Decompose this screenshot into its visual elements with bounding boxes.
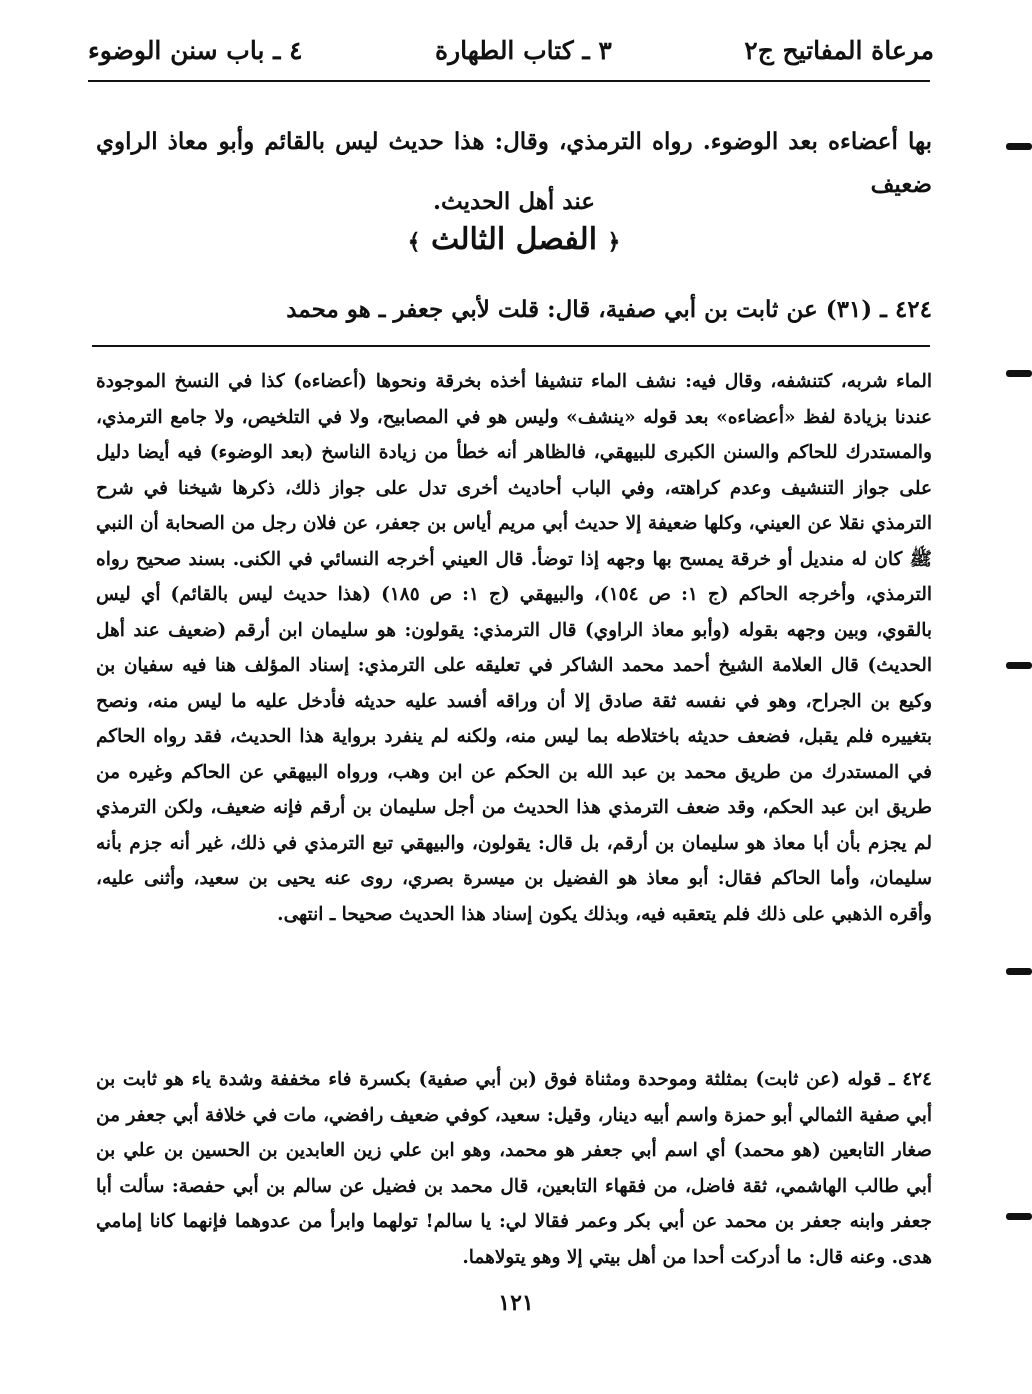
binding-mark: [1006, 968, 1032, 975]
running-header: [88, 30, 934, 70]
intro-tail: [96, 180, 932, 223]
page-number: ١٢١: [498, 1290, 534, 1316]
commentary-paragraph-2: ٤٢٤ ـ قوله (عن ثابت) بمثلثة وموحدة ومثناة فوق (بن أبي صفية) بكسرة فاء مخففة وشدة ياء هو ثابت بن أبي صفية الثمالي أبو حمزة واسم أبيه دينار، وقيل: سعيد، كوفي ضعيف رافضي، مات في خلافة أبي جعفر من صغار التابعين (هو محمد) أي اسم أبي جعفر هو محمد، وهو ابن علي زين العابدين بن الحسين بن علي بن أبي طالب الهاشمي، ثقة فاضل، من فقهاء التابعين، قال محمد بن فضيل عن سالم بن أبي حفصة: سألت أبا جعفر وابنه جعفر بن محمد عن أبي بكر وعمر فقالا لي: يا سالم! تولهما وابرأ من عدوهما فإنهما كانا إمامي هدى. وعنه قال: ما أدركت أحدا من أهل بيتي إلا وهو يتولاهما.: [96, 1069, 932, 1268]
binding-mark: [1006, 662, 1032, 669]
intro-line-2: عند أهل الحديث.: [433, 188, 595, 215]
binding-mark: [1006, 1213, 1032, 1220]
binding-mark: [1006, 370, 1032, 377]
section-heading: [96, 222, 932, 272]
header-chapter: ٣ ـ كتاب الطهارة: [435, 35, 612, 65]
intro-line: بها أعضاءه بعد الوضوء. رواه الترمذي، وقال: هذا حديث ليس بالقائم وأبو معاذ الراوي ضعيف: [96, 128, 932, 198]
header-section: ٤ ـ باب سنن الوضوء: [88, 35, 303, 65]
ornament-right: ﴿: [607, 229, 621, 255]
commentary-paragraph: الماء شربه، كتنشفه، وقال فيه: نشف الماء تنشيفا أخذه بخرقة ونحوها (أعضاءه) كذا في النسخ الموجودة عندنا بزيادة لفظ «أعضاءه» بعد قوله «ينشف» وليس هو في المصابيح، ولا في التلخيص، ولا جامع الترمذي، والمستدرك للحاكم والسنن الكبرى للبيهقي، فالظاهر أنه خطأ من زيادة الناسخ (بعد الوضوء) فيه أيضا دليل على جواز التنشيف وعدم كراهته، وفي الباب أحاديث أخرى تدل على جواز ذلك، ذكرها شيخنا في شرح الترمذي نقلا عن العيني، وكلها ضعيفة إلا حديث أبي مريم أياس بن جعفر، عن فلان رجل من الصحابة أن النبي ﷺ كان له منديل أو خرقة يمسح بها وجهه إذا توضأ. قال العيني أخرجه النسائي في الكنى. بسند صحيح رواه الترمذي، وأخرجه الحاكم (ج ١: ص ١٥٤)، والبيهقي (ج ١: ص ١٨٥) (هذا حديث ليس بالقائم) أي ليس بالقوي، وبين وجهه بقوله (وأبو معاذ الراوي) قال الترمذي: يقولون: هو سليمان ابن أرقم (ضعيف عند أهل الحديث) قال العلامة الشيخ أحمد محمد الشاكر في تعليقه على الترمذي: إسناد المؤلف هنا فيه سفيان بن وكيع بن الجراح، وهو في نفسه ثقة صادق إلا أن وراقه أفسد عليه حديثه فأدخل عليه ما ليس منه، ونصح بتغييره فلم يقبل، فضعف حديثه باختلاطه بما ليس منه، ولكنه لم ينفرد برواية هذا الحديث، فقد رواه الحاكم في المستدرك من طريق محمد بن عبد الله بن الحكم عن ابن وهب، ورواه البيهقي عن الحاكم وغيره من طريق ابن عبد الحكم، وقد ضعف الترمذي هذا الحديث من أجل سليمان بن أرقم فإنه ضعيف، ولكن الترمذي لم يجزم بأن أبا معاذ هو سليمان بن أرقم، بل قال: يقولون، والبيهقي تبع الترمذي في ذلك، غير أنه جزم بأنه سليمان، وأما الحاكم فقال: أبو معاذ هو الفضيل بن ميسرة بصري، روى عنه يحيى بن سعيد، وأثنى عليه، وأقره الذهبي على ذلك فلم يتعقبه فيه، وبذلك يكون إسناد هذا الحديث صحيحا ـ انتهى.: [96, 371, 933, 925]
section-title: الفصل الثالث: [430, 222, 598, 257]
commentary-block-2: [96, 1062, 932, 1275]
header-book-title: مرعاة المفاتيح ج٢: [744, 35, 934, 65]
hadith-text: [96, 290, 932, 330]
binding-mark: [1006, 143, 1032, 150]
ornament-left: ﴾: [407, 229, 421, 255]
header-rule: [88, 80, 930, 82]
hadith-line: ٤٢٤ ـ (٣١) عن ثابت بن أبي صفية، قال: قلت لأبي جعفر ـ هو محمد: [286, 296, 932, 323]
commentary-block: [96, 364, 932, 932]
footnote-separator: [92, 345, 930, 347]
